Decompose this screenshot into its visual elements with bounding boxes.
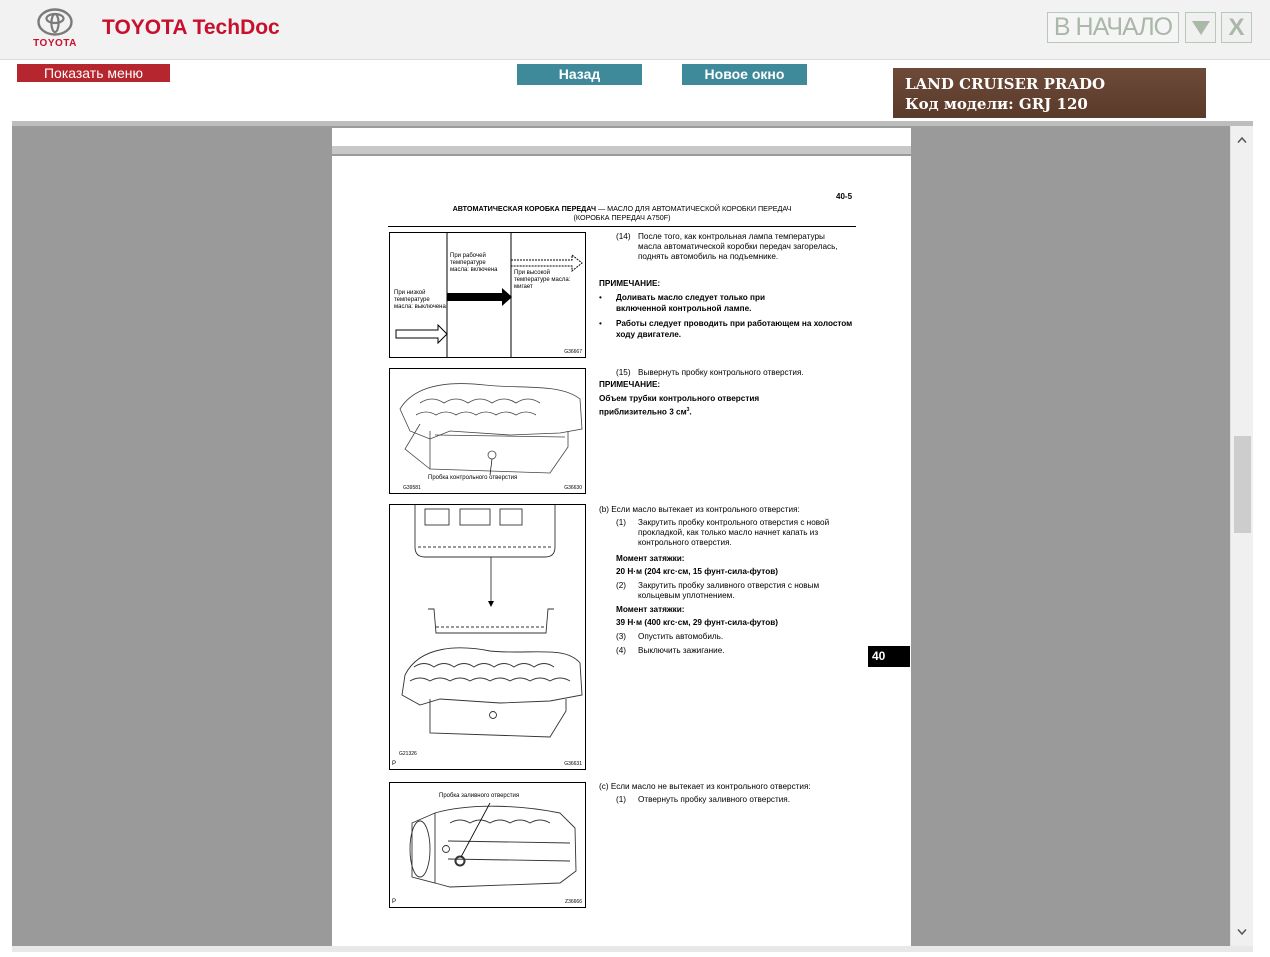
toolbar [12, 60, 1253, 122]
page-number: 40-5 [836, 192, 853, 201]
step-b3-text: Опустить автомобиль. [638, 632, 724, 641]
title-line2: (КОРОБКА ПЕРЕДАЧ A750F) [573, 213, 671, 222]
figure-lamp-chart [389, 232, 586, 358]
fill-plug-label: Пробка заливного отверстия [439, 793, 520, 799]
back-button[interactable]: Назад [517, 64, 642, 85]
oil-drip-drawing [390, 505, 586, 770]
section-tab: 40 [868, 646, 910, 667]
figure-oil-drip [389, 504, 586, 770]
scroll-down-button[interactable] [1231, 918, 1253, 946]
step-15-text: Вывернуть пробку контрольного отверстия. [638, 368, 804, 377]
note-2-title: ПРИМЕЧАНИЕ: [599, 380, 661, 389]
figure-marker: P [392, 899, 397, 905]
show-menu-button[interactable]: Показать меню [17, 64, 170, 82]
triangle-down-icon [1191, 20, 1211, 36]
step-c1-text: Отвернуть пробку заливного отверстия. [638, 795, 790, 804]
torque-label-2: Момент затяжки: [616, 605, 685, 614]
figure-code-left: G39581 [403, 485, 421, 491]
app-title: TOYOTA TechDoc [102, 16, 280, 39]
figure-code-left: G21326 [399, 751, 417, 757]
chevron-up-icon [1237, 136, 1247, 144]
note-1-bullet-2-text: Работы следует проводить при работающем на холостом ходу двигателе. [616, 319, 853, 339]
torque-value-2: 39 Н·м (400 кгс·см, 29 фунт-сила-футов) [616, 618, 778, 627]
new-window-button[interactable]: Новое окно [682, 64, 807, 85]
toyota-logo [28, 8, 82, 52]
model-info-box [893, 68, 1206, 118]
lamp-work-temp-label: При рабочей температуре масла: включена [450, 253, 498, 273]
chevron-down-icon [1237, 928, 1247, 936]
bottom-border [12, 946, 1253, 952]
section-b-heading: (b) Если масло вытекает из контрольного отверстия: [599, 505, 800, 514]
torque-label-1: Момент затяжки: [616, 554, 685, 563]
model-code: Код модели: GRJ 120 [905, 95, 1088, 113]
step-c1-number: (1) [616, 795, 627, 804]
model-name: LAND CRUISER PRADO [905, 75, 1106, 93]
note-1-title: ПРИМЕЧАНИЕ: [599, 279, 661, 288]
logo-wordmark: TOYOTA [33, 38, 77, 49]
step-b1-text: Закрутить пробку контрольного отверстия с новой прокладкой, как только масло начнет капать из контрольного отверстия. [638, 518, 830, 547]
step-15-number: (15) [616, 368, 631, 377]
close-button[interactable]: X [1221, 12, 1252, 43]
note-1-bullet-2: • [599, 319, 602, 328]
torque-value-1: 20 Н·м (204 кгс·см, 15 фунт-сила-футов) [616, 567, 778, 576]
step-number: (14) [616, 232, 631, 241]
note-2-superscript: 3 [686, 406, 690, 413]
figure-code-right: G36630 [564, 485, 582, 491]
figure-check-plug [389, 368, 586, 494]
scroll-up-button[interactable] [1231, 126, 1253, 154]
note-2-text: Объем трубки контрольного отверстия приблизительно 3 $см^3$. [599, 394, 760, 417]
note-1-bullet-1: • [599, 293, 602, 302]
home-button[interactable]: В НАЧАЛО [1047, 12, 1179, 43]
title-rule [388, 226, 856, 227]
previous-page-edge [332, 128, 911, 146]
step-b2-number: (2) [616, 581, 627, 590]
lamp-low-temp-label: При низкой температуре масла: выключена [394, 290, 446, 310]
figure-fill-plug [389, 782, 586, 908]
note-1-bullet-1-text: Доливать масло следует только при включенной контрольной лампе. [616, 293, 766, 313]
title-bold-part: АВТОМАТИЧЕСКАЯ КОРОБКА ПЕРЕДАЧ [452, 204, 596, 213]
document-viewport[interactable] [12, 126, 1230, 946]
page-separator [332, 146, 911, 154]
step-b4-text: Выключить зажигание. [638, 646, 725, 655]
document-page [332, 156, 911, 946]
figure-code: Z36666 [565, 899, 582, 905]
step-b1-number: (1) [616, 518, 627, 527]
app-header [0, 0, 1270, 60]
dropdown-button[interactable] [1185, 12, 1216, 43]
scrollbar-thumb[interactable] [1234, 436, 1251, 533]
step-b3-number: (3) [616, 632, 627, 641]
step-b4-number: (4) [616, 646, 627, 655]
figure-marker: P [392, 761, 397, 767]
toyota-emblem-icon [37, 8, 73, 36]
title-rest-part: — МАСЛО ДЛЯ АВТОМАТИЧЕСКОЙ КОРОБКИ ПЕРЕДАЧ [596, 204, 792, 213]
fill-plug-drawing [390, 783, 586, 908]
section-c-heading: (c) Если масло не вытекает из контрольного отверстия: [599, 782, 811, 791]
step-14-text: После того, как контрольная лампа температуры масла автоматической коробки передач загорелась, поднять автомобиль на подъемнике. [638, 232, 838, 261]
note-2-body: Объем трубки контрольного отверстия приблизительно 3 см [599, 394, 760, 417]
step-b2-text: Закрутить пробку заливного отверстия с новым кольцевым уплотнением. [638, 581, 820, 600]
lamp-high-temp-label: При высокой температуре масла: мигает [514, 270, 571, 290]
figure-code-right: G36631 [564, 761, 582, 767]
check-plug-label: Пробка контрольного отверстия [428, 475, 518, 481]
figure-code: G36667 [564, 349, 582, 355]
vertical-scrollbar[interactable] [1230, 126, 1253, 946]
document-title [392, 204, 852, 222]
